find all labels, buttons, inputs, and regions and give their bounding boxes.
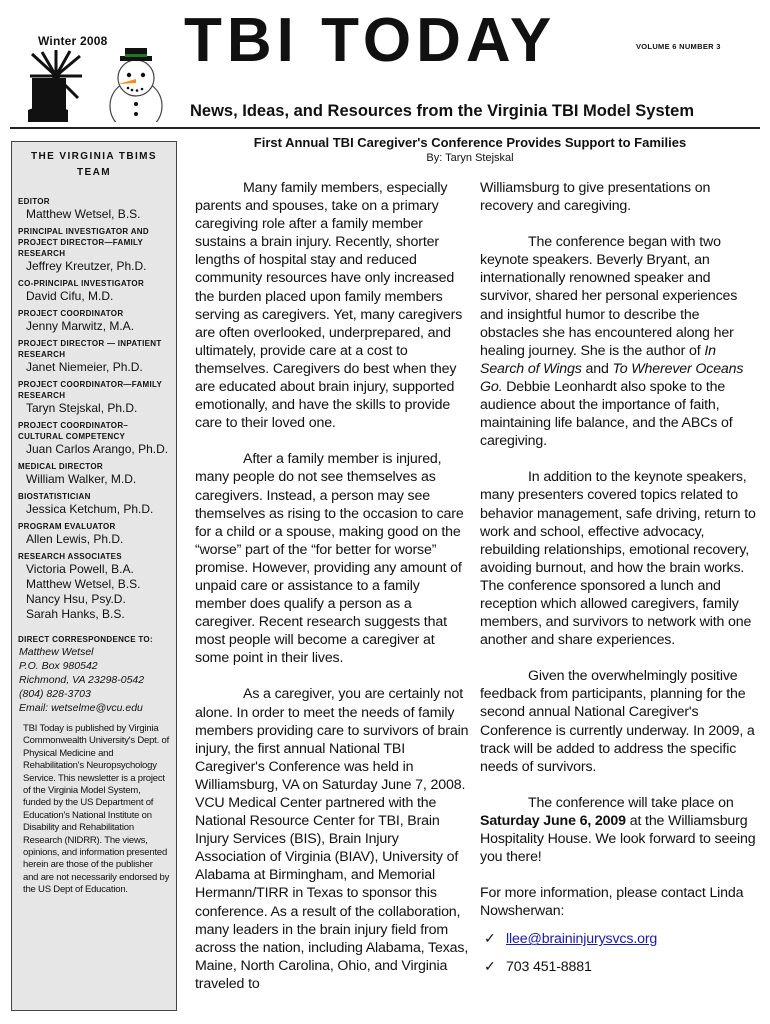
- team-roster: [18, 196, 170, 622]
- team-role-label: EDITOR: [18, 197, 50, 206]
- text-span: at the Williamsburg Hospitality House. We look forward to seeing you there!: [480, 812, 756, 866]
- check-icon: ✓: [484, 931, 496, 948]
- correspondence-label: DIRECT CORRESPONDENCE TO:: [18, 635, 153, 644]
- team-sidebar: [11, 141, 177, 1011]
- masthead-divider: [10, 127, 760, 129]
- team-member-name: Taryn Stejskal, Ph.D.: [26, 401, 138, 415]
- paragraph: As a caregiver, you are certainly not alone. In order to meet the needs of family members providing care to survivors of brain injury, the first annual National TBI Caregiver's Conference was held in Williamsburg, VA on Saturday June 7, 2008. VCU Medical Center partnered with the National Resource Center for TBI, Brain Injury Services (BIS), Brain Injury Association of Virginia (BIAV), University of Alabama at Birmingham, and Memorial Hermann/TIRR in Texas to sponsor this conference. As a result of the collaboration, many leaders in the brain injury field from across the nation, including Alabama, Texas, Maine, North Carolina, Ohio, and Virginia traveled to: [195, 686, 469, 992]
- team-member-name: Jeffrey Kreutzer, Ph.D.: [26, 259, 147, 273]
- contact-email-link[interactable]: llee@braininjurysvcs.org: [506, 931, 658, 948]
- paragraph: For more information, please contact Linda Nowsherwan:: [480, 885, 744, 920]
- contact-line: Richmond, VA 23298-0542: [19, 674, 145, 686]
- team-member-name: William Walker, M.D.: [26, 472, 137, 486]
- paragraph: Williamsburg to give presentations on recovery and caregiving.: [480, 180, 711, 215]
- contact-phone: 703 451-8881: [506, 959, 592, 976]
- team-role-label: PROJECT DIRECTOR — INPATIENT RESEARCH: [18, 339, 162, 359]
- paragraph: [480, 794, 758, 866]
- team-role-label: BIOSTATISTICIAN: [18, 492, 91, 501]
- team-member-name: Juan Carlos Arango, Ph.D.: [26, 442, 169, 456]
- article-column-2: [480, 179, 758, 977]
- team-member-name: Janet Niemeier, Ph.D.: [26, 360, 143, 374]
- tagline: News, Ideas, and Resources from the Virginia TBI Model System: [190, 102, 695, 120]
- team-role-label: CO-PRINCIPAL INVESTIGATOR: [18, 279, 145, 288]
- team-member-name: Sarah Hanks, B.S.: [26, 607, 125, 621]
- contact-line: (804) 828-3703: [19, 688, 91, 700]
- team-member-name: David Cifu, M.D.: [26, 289, 114, 303]
- contact-phone-item: [480, 958, 758, 976]
- team-member-name: Nancy Hsu, Psy.D.: [26, 592, 126, 606]
- contact-line: Email: wetselme@vcu.edu: [19, 702, 143, 714]
- team-member-name: Victoria Powell, B.A.: [26, 562, 134, 576]
- paragraph: After a family member is injured, many people do not see themselves as caregivers. Instead, a person may see themselves as rising to the occasion to care for a child or a spouse, making good on the “worse” part of the “for better for worse” promise. However, providing any amount of unpaid care or assistance to a family member does qualify a person as a caregiver. Recent research suggests that most people will become a caregiver at some point in their lives.: [195, 451, 464, 667]
- contact-email-item: [480, 930, 758, 948]
- paragraph: Given the overwhelmingly positive feedback from participants, planning for the second annual National Caregiver's Conference is currently underway. In 2009, a track will be added to address the specific needs of survivors.: [480, 668, 755, 775]
- volume-number: VOLUME 6 NUMBER 3: [636, 42, 721, 51]
- article-title: First Annual TBI Caregiver's Conference Provides Support to Families: [253, 135, 687, 150]
- team-role-label: PROJECT COORDINATOR– CULTURAL COMPETENCY: [18, 421, 129, 441]
- team-role-label: MEDICAL DIRECTOR: [18, 462, 103, 471]
- book-title: To Wherever Oceans Go.: [480, 360, 744, 395]
- issue-date: Winter 2008: [38, 34, 108, 48]
- team-role-label: PRINCIPAL INVESTIGATOR AND PROJECT DIRECTOR—FAMILY RESEARCH: [18, 227, 149, 258]
- publisher-note: TBI Today is published by Virginia Commonwealth University's Dept. of Physical Medicine and Rehabilitation's Neuropsychology Service. This newsletter is a project of the Virginia Model System, funded by the US Department of Education's National Institute on Disability and Rehabilitation Research (NIDRR). The views, opinions, and information presented herein are those of the publisher and are not necessarily endorsed by the US Dept of Education.: [23, 723, 170, 896]
- paragraph: Many family members, especially parents and spouses, take on a primary caregiving role after a family member sustains a brain injury. Recently, shorter lengths of hospital stay and reduced community resources have only increased the burden placed upon family members serving as caregivers. Yet, many caregivers are often overlooked, underprepared, and ultimately, provide care at a cost to themselves. Caregivers do best when they are educated about brain injury, supported emotionally, and have the skills to provide care to their loved one.: [195, 180, 463, 432]
- text-span: The conference began with two keynote speakers. Beverly Bryant, an internationally renowned speaker and survivor, shared her personal experiences and insightful humor to describe the obstacles she has encountered along her healing journey. She is the author of: [480, 234, 738, 359]
- text-span: and: [581, 360, 613, 377]
- team-member-name: Allen Lewis, Ph.D.: [26, 532, 124, 546]
- team-role-label: PROGRAM EVALUATOR: [18, 522, 116, 531]
- book-title: In Search of Wings: [480, 342, 716, 377]
- article-column-1: [195, 179, 470, 1011]
- contact-line: P.O. Box 980542: [19, 660, 98, 672]
- team-member-name: Matthew Wetsel, B.S.: [26, 577, 141, 591]
- paragraph: In addition to the keynote speakers, many presenters covered topics related to behavior management, safe driving, return to work and school, effective advocacy, rebuilding relationships, emotional recovery, avoiding burnout, and how the brain works. The conference sponsored a lunch and reception which allowed caregivers, family members, and survivors to network with one another and share experiences.: [480, 469, 756, 649]
- check-icon: ✓: [484, 959, 496, 976]
- article-byline: By: Taryn Stejskal: [426, 152, 514, 164]
- team-title: THE VIRGINIA TBIMS TEAM: [31, 151, 157, 178]
- team-member-name: Jenny Marwitz, M.A.: [26, 319, 135, 333]
- conference-date: Saturday June 6, 2009: [480, 812, 626, 829]
- team-role-label: RESEARCH ASSOCIATES: [18, 552, 122, 561]
- team-role-label: PROJECT COORDINATOR: [18, 309, 124, 318]
- contact-line: Matthew Wetsel: [19, 646, 94, 658]
- team-member-name: Matthew Wetsel, B.S.: [26, 207, 141, 221]
- newsletter-title: TBI TODAY: [184, 6, 557, 75]
- team-member-name: Jessica Ketchum, Ph.D.: [26, 502, 154, 516]
- text-span: Debbie Leonhardt also spoke to the audience about the importance of faith, maintaining life balance, and the ABCs of caregiving.: [480, 378, 733, 450]
- team-role-label: PROJECT COORDINATOR—FAMILY RESEARCH: [18, 380, 162, 400]
- text-span: The conference will take place on: [528, 794, 734, 811]
- contact-block: [18, 645, 170, 715]
- snowman-logo-icon: [28, 48, 170, 122]
- paragraph: [480, 233, 758, 450]
